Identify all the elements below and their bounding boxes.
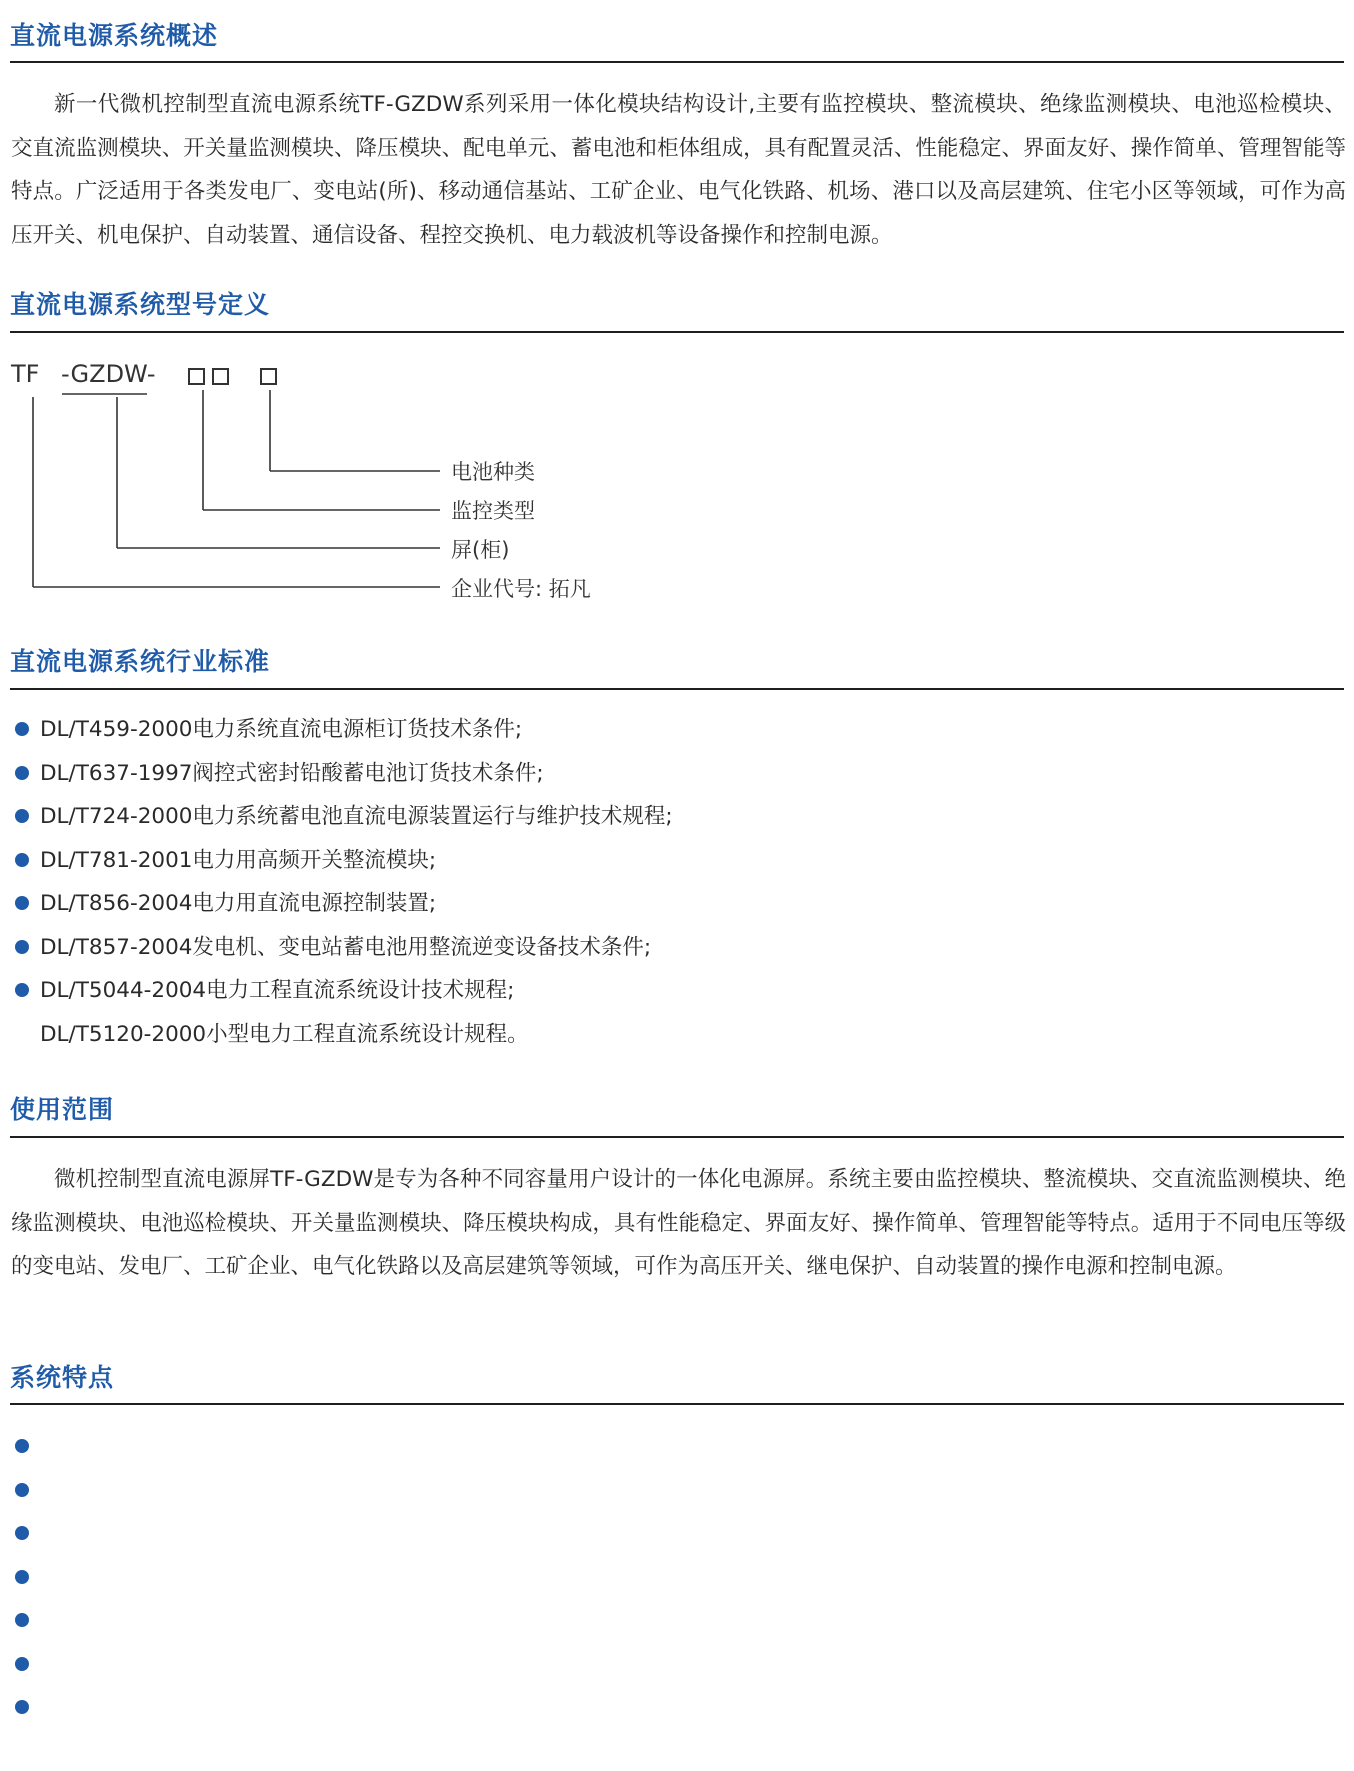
bullet-icon (15, 1570, 29, 1584)
bullet-icon (15, 1613, 29, 1627)
bullet-icon (15, 896, 29, 910)
bullet-icon (15, 1700, 29, 1714)
overview-paragraph: 新一代微机控制型直流电源系统TF-GZDW系列采用一体化模块结构设计,主要有监控模块、整流模块、绝缘监测模块、电池巡检模块、交直流监测模块、开关量监测模块、降压模块、配电单元、蓄电池和柜体组成，具有配置灵活、性能稳定、界面友好、操作简单、管理智能等特点。广泛适用于各类发电厂、变电站(所)、移动通信基站、工矿企业、电气化铁路、机场、港口以及高层建筑、住宅小区等领域，可作为高压开关、机电保护、自动装置、通信设备、程控交换机、电力载波机等设备操作和控制电源。 (11, 92, 1346, 248)
bullet-icon (15, 1483, 29, 1497)
code-gzdw: -GZDW- (61, 360, 156, 388)
scope-paragraph: 微机控制型直流电源屏TF-GZDW是专为各种不同容量用户设计的一体化电源屏。系统主要由监控模块、整流模块、交直流监测模块、绝缘监测模块、电池巡检模块、开关量监测模块、降压模块构成，具有性能稳定、界面友好、操作简单、管理智能等特点。适用于不同电压等级的变电站、发电厂、工矿企业、电气化铁路以及高层建筑等领域，可作为高压开关、继电保护、自动装置的操作电源和控制电源。 (11, 1167, 1346, 1279)
features-heading: 系统特点 (10, 1363, 115, 1392)
bullet-icon (15, 809, 29, 823)
features-divider (10, 1403, 1344, 1405)
bullet-icon (15, 1526, 29, 1540)
scope-heading: 使用范围 (10, 1095, 115, 1124)
datasheet-page: 直流电源系统概述 新一代微机控制型直流电源系统TF-GZDW系列采用一体化模块结构设计,主要有监控模块、整流模块、绝缘监测模块、电池巡检模块、交直流监测模块、开关量监测模块、降压模块、配电单元、蓄电池和柜体组成，具有配置灵活、性能稳定、界面友好、操作简单、管理智能等特点。广泛适用于各类发电厂、变电站(所)、移动通信基站、工矿企业、电气化铁路、机场、港口以及高层建筑、住宅小区等领域，可作为高压开关、机电保护、自动装置、通信设备、程控交换机、电力载波机等设备操作和控制电源。 直流电源系统型号定义 TF -GZDW- 电池种类 监控类型 屏(柜) 企业代号: 拓凡 直流电源系统行业标准 DL/T459-2000电力系统直流电源柜订货技术条件; DL/T637-1997阀控式密封铅酸蓄电池订货技术条件; DL/T724-2000电力系统蓄电池直流电源装置运行与维护技术规程; DL/T781-2001电力用高频开关整流模块; DL/T856-2004电力用直流电源控制装置; DL/T857-2004发电机、变电站蓄电池用整流逆变设备技术条件; DL/T5044-2004电力工程直流系统设计技术规程; DL/T5120-2000小型电力工程直流系统设计规程。 使用范围 微机控制型直流电源屏TF-GZDW是专为各种不同容量用户设计的一体化电源屏。系统主要由监控模块、整流模块、交直流监测模块、绝缘监测模块、电池巡检模块、开关量监测模块、降压模块构成，具有性能稳定、界面友好、操作简单、管理智能等特点。适用于不同电压等级的变电站、发电厂、工矿企业、电气化铁路以及高层建筑等领域，可作为高压开关、继电保护、自动装置的操作电源和控制电源。 系统特点 (0, 0, 1354, 1771)
standards-heading: 直流电源系统行业标准 (10, 647, 271, 676)
standards-divider (10, 688, 1344, 690)
label-cabinet: 屏(柜) (451, 538, 510, 562)
bullet-icon (15, 1657, 29, 1671)
code-prefix-tf: TF (11, 360, 40, 388)
bullet-icon (15, 766, 29, 780)
bullet-icon (15, 1439, 29, 1453)
overview-heading: 直流电源系统概述 (10, 21, 219, 50)
label-monitor-type: 监控类型 (451, 499, 535, 523)
model-heading: 直流电源系统型号定义 (10, 290, 271, 319)
bullet-icon (15, 853, 29, 867)
bullet-icon (15, 722, 29, 736)
label-battery-type: 电池种类 (451, 460, 535, 484)
label-company-code: 企业代号: 拓凡 (451, 577, 591, 601)
model-connector-lines (0, 0, 1354, 620)
scope-divider (10, 1136, 1344, 1138)
bullet-icon (15, 940, 29, 954)
bullet-icon (15, 983, 29, 997)
